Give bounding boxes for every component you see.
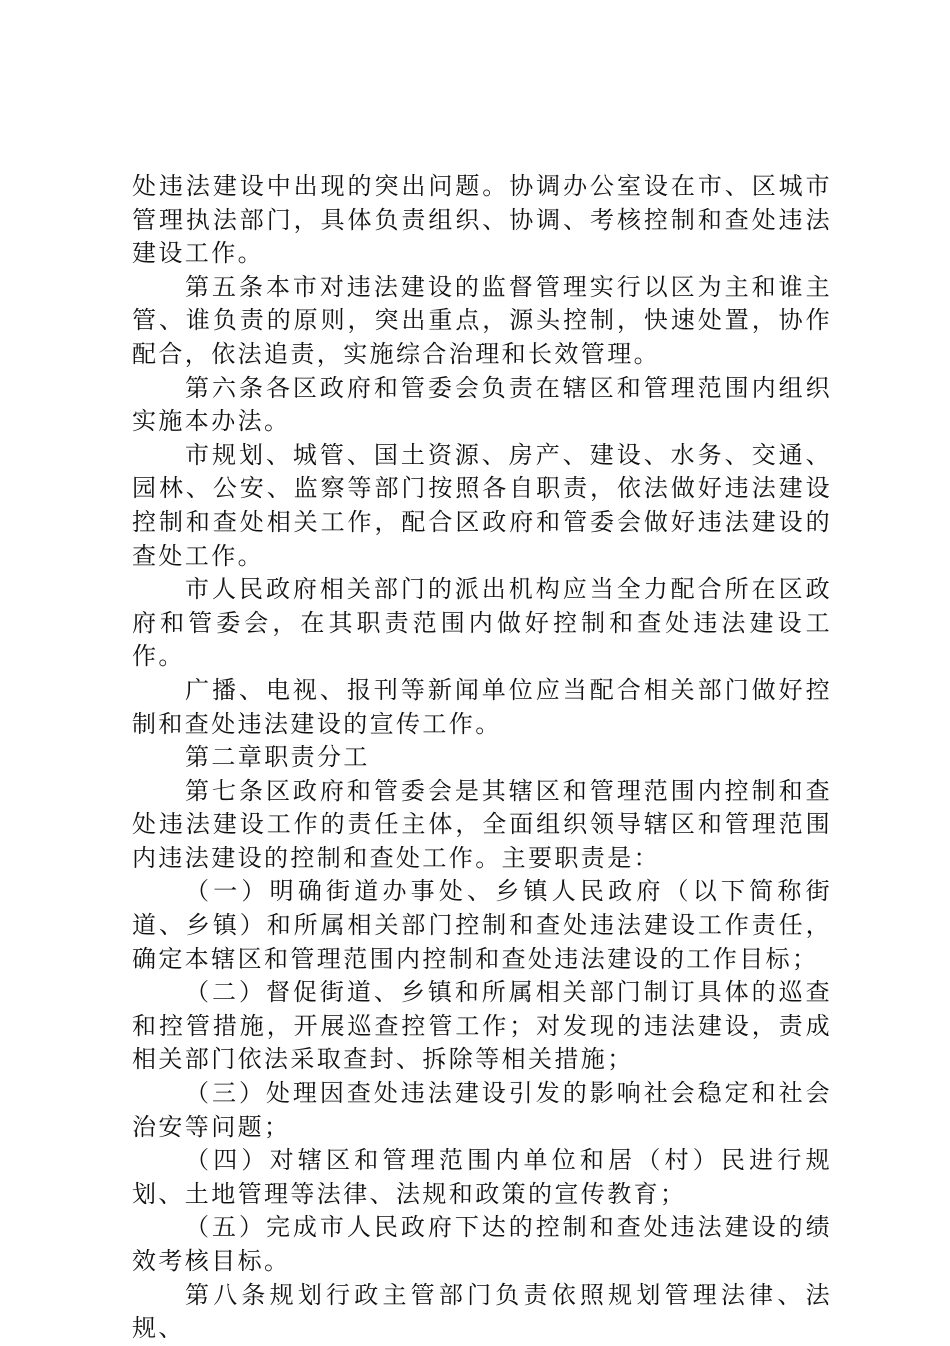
list-item-4: （四）对辖区和管理范围内单位和居（村）民进行规划、土地管理等法律、法规和政策的宣传教育； [132,1146,832,1208]
paragraph-continuation: 处违法建设中出现的突出问题。协调办公室设在市、区城市管理执法部门，具体负责组织、协调、考核控制和查处违法建设工作。 [132,172,832,268]
paragraph-media: 广播、电视、报刊等新闻单位应当配合相关部门做好控制和查处违法建设的宣传工作。 [132,675,832,738]
list-item-1: （一）明确街道办事处、乡镇人民政府（以下简称街道、乡镇）和所属相关部门控制和查处违法建设工作责任，确定本辖区和管理范围内控制和查处违法建设的工作目标； [132,877,832,973]
document-body [132,170,832,1346]
list-item-3: （三）处理因查处违法建设引发的影响社会稳定和社会治安等问题； [132,1079,832,1141]
paragraph-article-6: 第六条各区政府和管委会负责在辖区和管理范围内组织实施本办法。 [132,373,832,436]
list-item-5: （五）完成市人民政府下达的控制和查处违法建设的绩效考核目标。 [132,1213,832,1275]
paragraph-departments: 市规划、城管、国土资源、房产、建设、水务、交通、园林、公安、监察等部门按照各自职责，依法做好违法建设控制和查处相关工作，配合区政府和管委会做好违法建设的查处工作。 [132,440,832,570]
chapter-heading: 第二章职责分工 [185,743,370,772]
paragraph-article-8: 第八条规划行政主管部门负责依照规划管理法律、法规、 [132,1280,832,1343]
paragraph-article-7: 第七条区政府和管委会是其辖区和管理范围内控制和查处违法建设工作的责任主体，全面组织领导辖区和管理范围内违法建设的控制和查处工作。主要职责是： [132,776,832,872]
list-item-2: （二）督促街道、乡镇和所属相关部门制订具体的巡查和控管措施，开展巡查控管工作；对发现的违法建设，责成相关部门依法采取查封、拆除等相关措施； [132,978,832,1074]
paragraph-article-5: 第五条本市对违法建设的监督管理实行以区为主和谁主管、谁负责的原则，突出重点，源头控制，快速处置，协作配合，依法追责，实施综合治理和长效管理。 [132,272,832,368]
paragraph-dispatch-agencies: 市人民政府相关部门的派出机构应当全力配合所在区政府和管委会，在其职责范围内做好控制和查处违法建设工作。 [132,575,832,671]
